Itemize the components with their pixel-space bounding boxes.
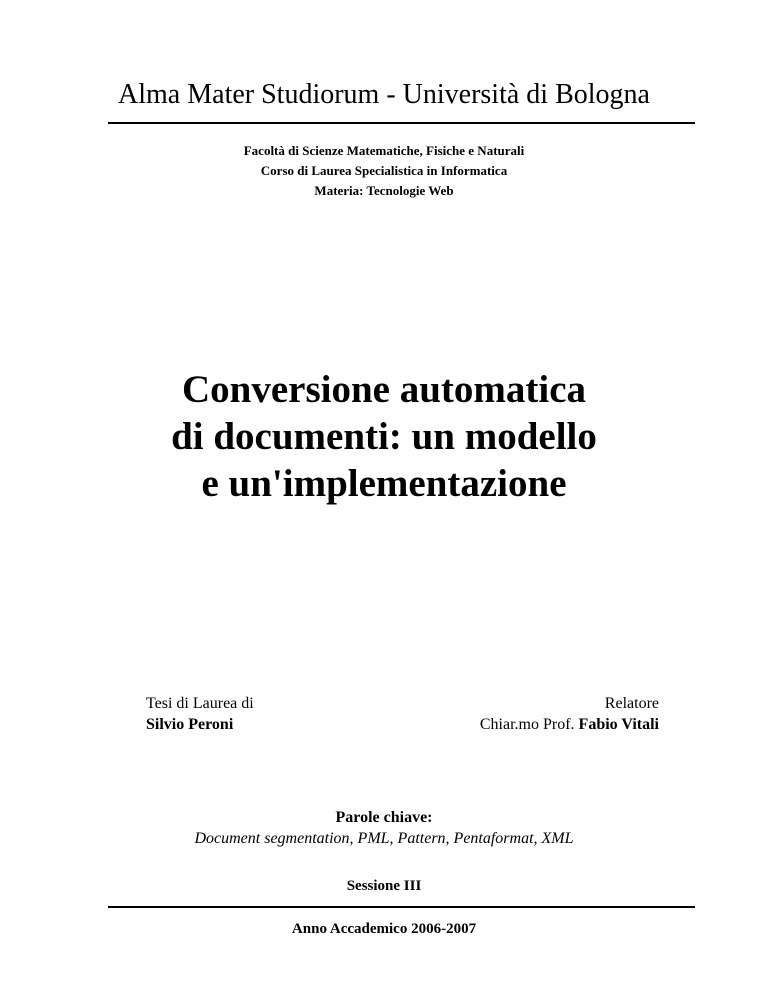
supervisor-name: Fabio Vitali <box>578 716 659 733</box>
subject-line: Materia: Tecnologie Web <box>314 183 454 198</box>
thesis-title-line: e un'implementazione <box>201 462 567 505</box>
author-name: Silvio Peroni <box>146 716 234 733</box>
faculty-info <box>0 141 768 201</box>
thesis-title-line: di documenti: un modello <box>171 415 597 458</box>
degree-course-line: Corso di Laurea Specialistica in Informatica <box>260 163 508 178</box>
thesis-title <box>0 366 768 507</box>
university-name: Alma Mater Studiorum - Università di Bologna <box>118 79 650 110</box>
bottom-divider <box>108 906 695 908</box>
faculty-line: Facoltà di Scienze Matematiche, Fisiche e Naturali <box>243 143 525 158</box>
thesis-title-line: Conversione automatica <box>181 368 587 411</box>
keywords-block <box>0 807 768 849</box>
supervisor-label: Relatore <box>604 695 659 712</box>
session: Sessione III <box>346 878 422 894</box>
top-divider <box>108 122 695 124</box>
keywords-label: Parole chiave: <box>335 809 433 826</box>
supervisor-prefix: Chiar.mo Prof. <box>479 716 579 733</box>
supervisor-line <box>480 714 659 735</box>
keywords-list: Document segmentation, PML, Pattern, Pentaformat, XML <box>194 830 574 847</box>
author-label: Tesi di Laurea di <box>146 695 254 712</box>
supervisor-block <box>480 693 659 735</box>
author-block <box>146 693 254 735</box>
academic-year: Anno Accademico 2006-2007 <box>291 921 477 937</box>
